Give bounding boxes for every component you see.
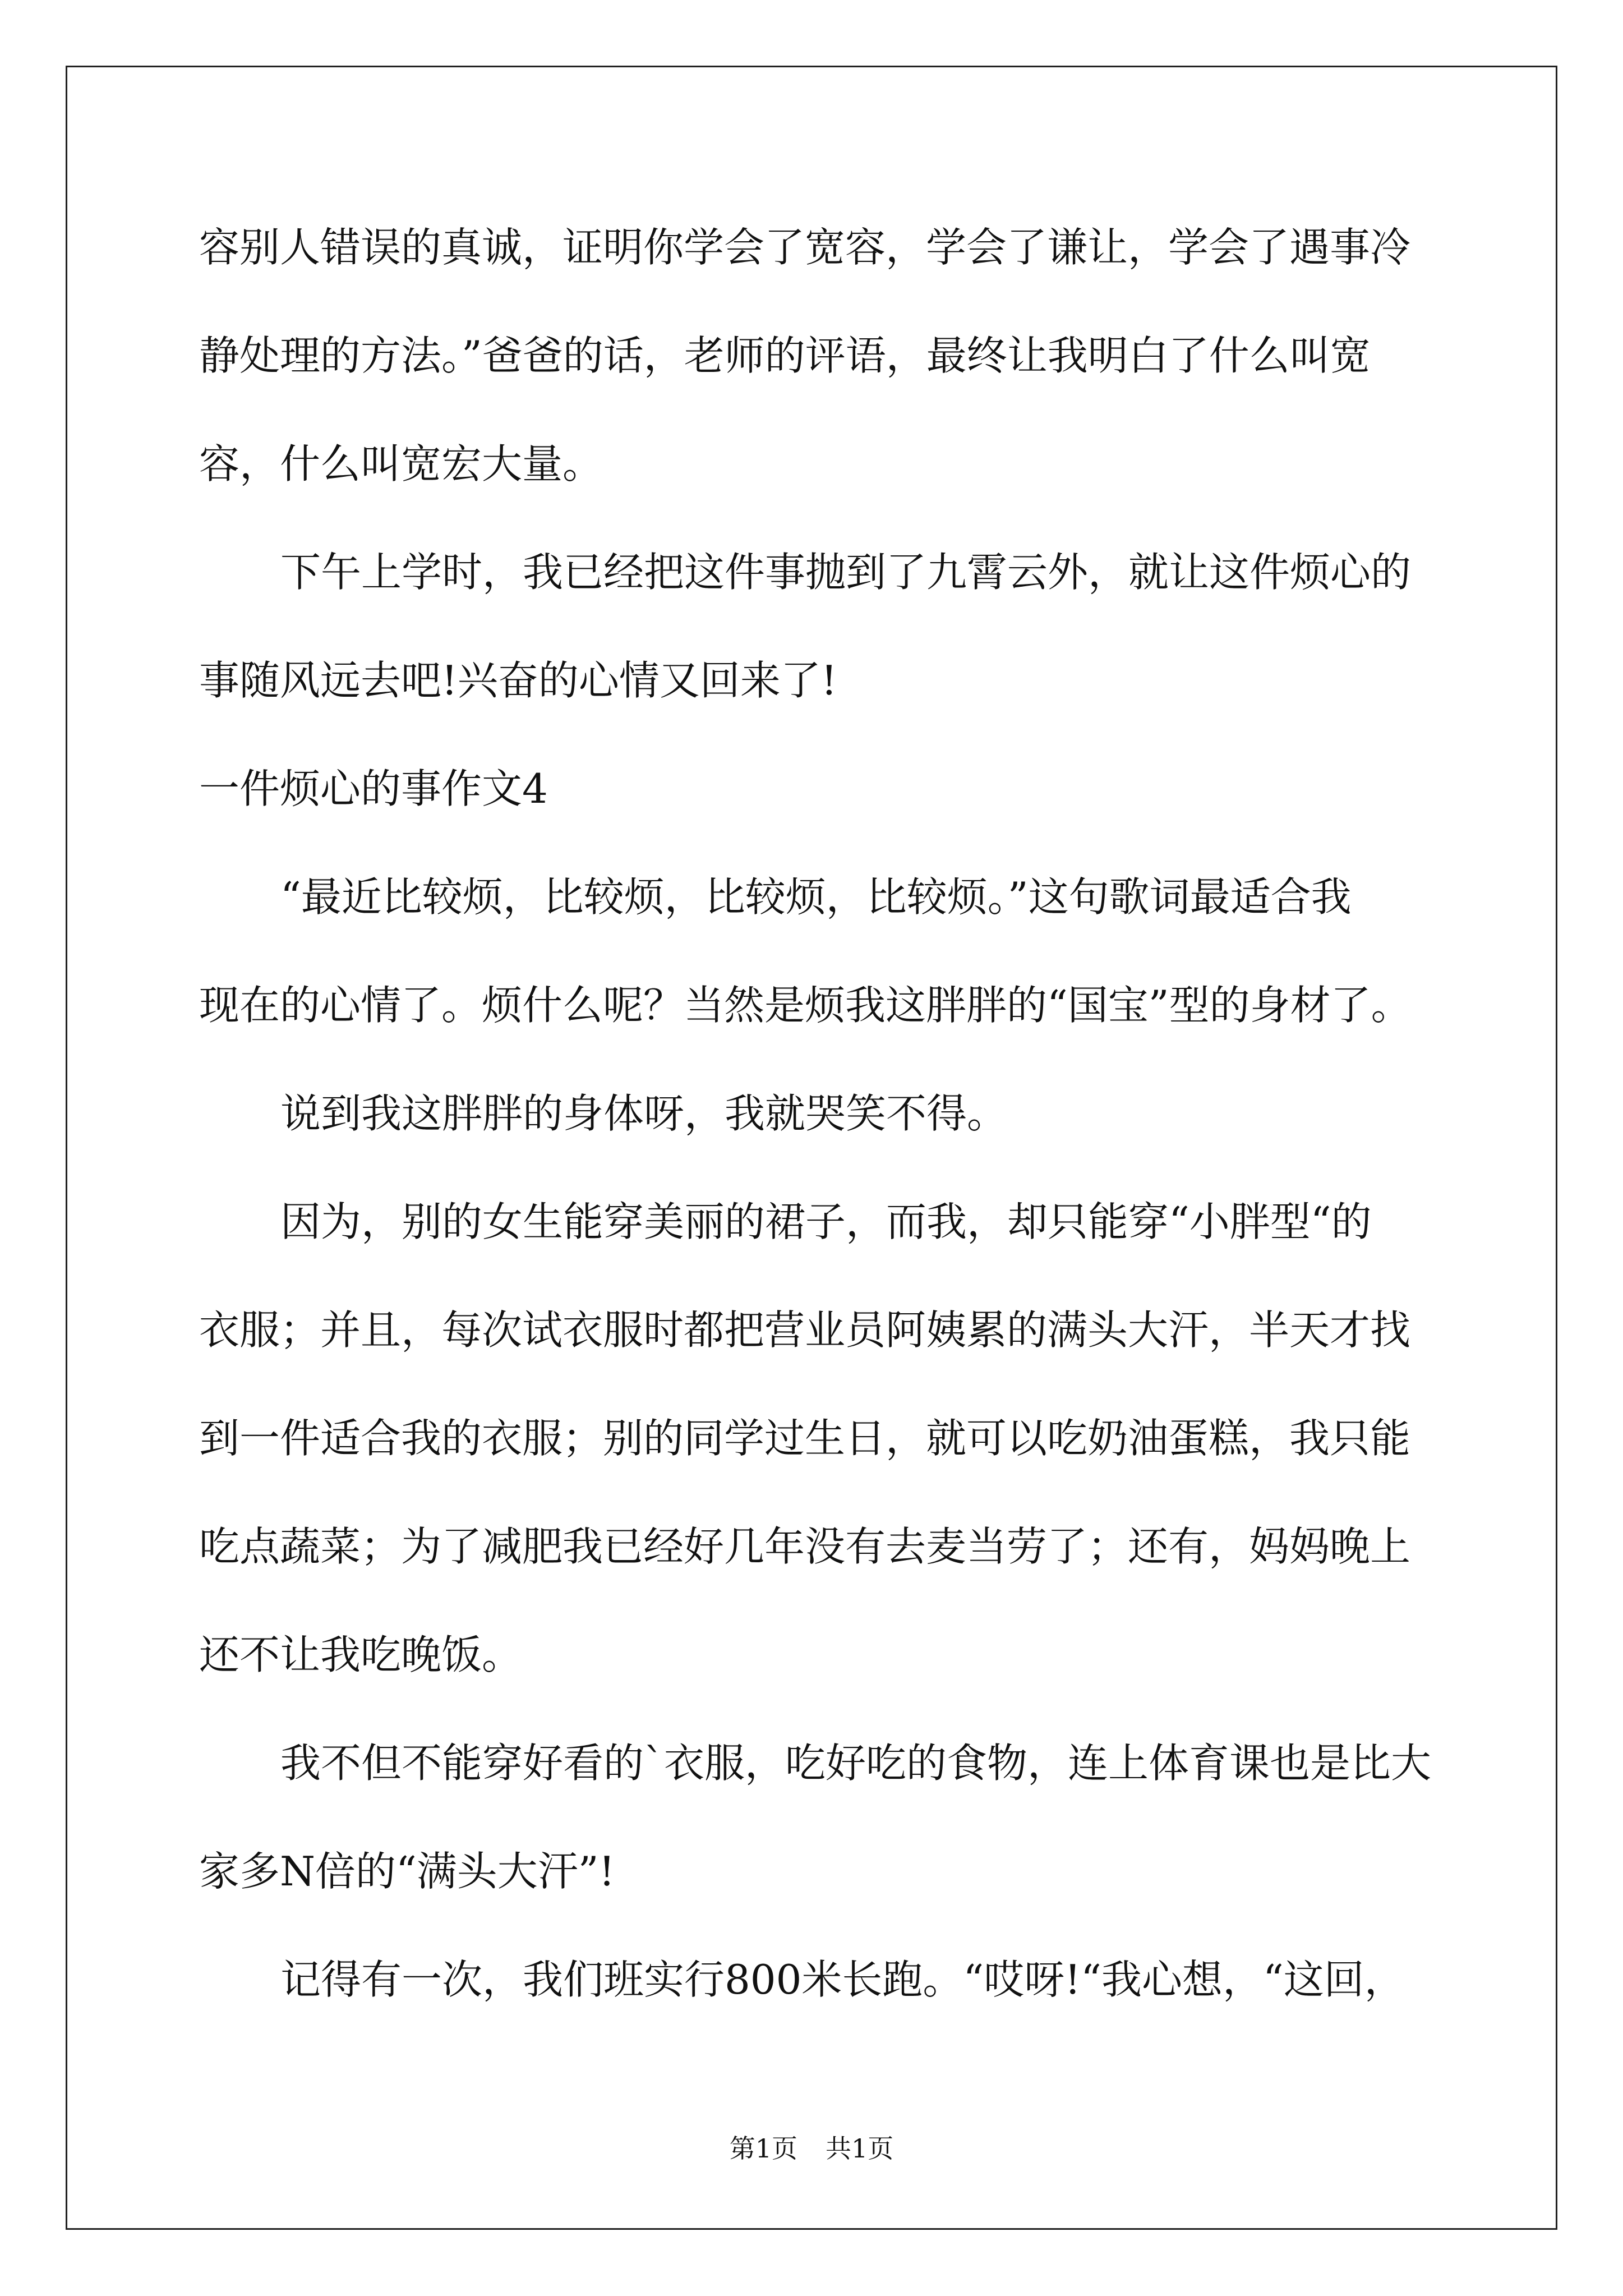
section-heading: 一件烦心的事作文4 (199, 765, 548, 812)
page-number: 第1页 (729, 2133, 797, 2164)
text-line-4: 下午上学时，我已经把这件事抛到了九霄云外，就让这件烦心的 (280, 549, 1412, 596)
text-line-15: 我不但不能穿好看的`衣服，吃好吃的食物，连上体育课也是比大 (280, 1740, 1432, 1787)
text-line-11: 衣服；并且，每次试衣服时都把营业员阿姨累的满头大汗，半天才找 (199, 1306, 1411, 1354)
text-line-10: 因为，别的女生能穿美丽的裙子，而我，却只能穿“小胖型“的 (280, 1198, 1372, 1245)
text-line-13: 吃点蔬菜；为了减肥我已经好几年没有去麦当劳了；还有，妈妈晚上 (199, 1523, 1411, 1570)
text-line-2: 静处理的方法。”爸爸的话，老师的评语，最终让我明白了什么叫宽 (199, 332, 1371, 379)
text-line-9: 说到我这胖胖的身体呀，我就哭笑不得。 (280, 1090, 1008, 1137)
text-line-17: 记得有一次，我们班实行800米长跑。“哎呀!“我心想，“这回， (280, 1956, 1405, 2003)
text-line-3: 容，什么叫宽宏大量。 (199, 440, 603, 487)
text-line-8: 现在的心情了。烦什么呢？当然是烦我这胖胖的“国宝”型的身材了。 (199, 982, 1412, 1029)
text-line-14: 还不让我吃晚饭。 (199, 1631, 523, 1678)
text-line-1: 容别人错误的真诚，证明你学会了宽容，学会了谦让，学会了遇事冷 (199, 224, 1411, 271)
text-line-5: 事随风远去吧!兴奋的心情又回来了! (199, 657, 837, 704)
text-line-12: 到一件适合我的衣服；别的同学过生日，就可以吃奶油蛋糕，我只能 (199, 1415, 1411, 1462)
text-line-7: “最近比较烦，比较烦，比较烦，比较烦。”这句歌词最适合我 (280, 873, 1352, 921)
page-total: 共1页 (826, 2133, 894, 2164)
page-footer (0, 2133, 1623, 2164)
page-border (66, 66, 1557, 2230)
text-line-16: 家多N倍的“满头大汗”! (199, 1848, 615, 1895)
